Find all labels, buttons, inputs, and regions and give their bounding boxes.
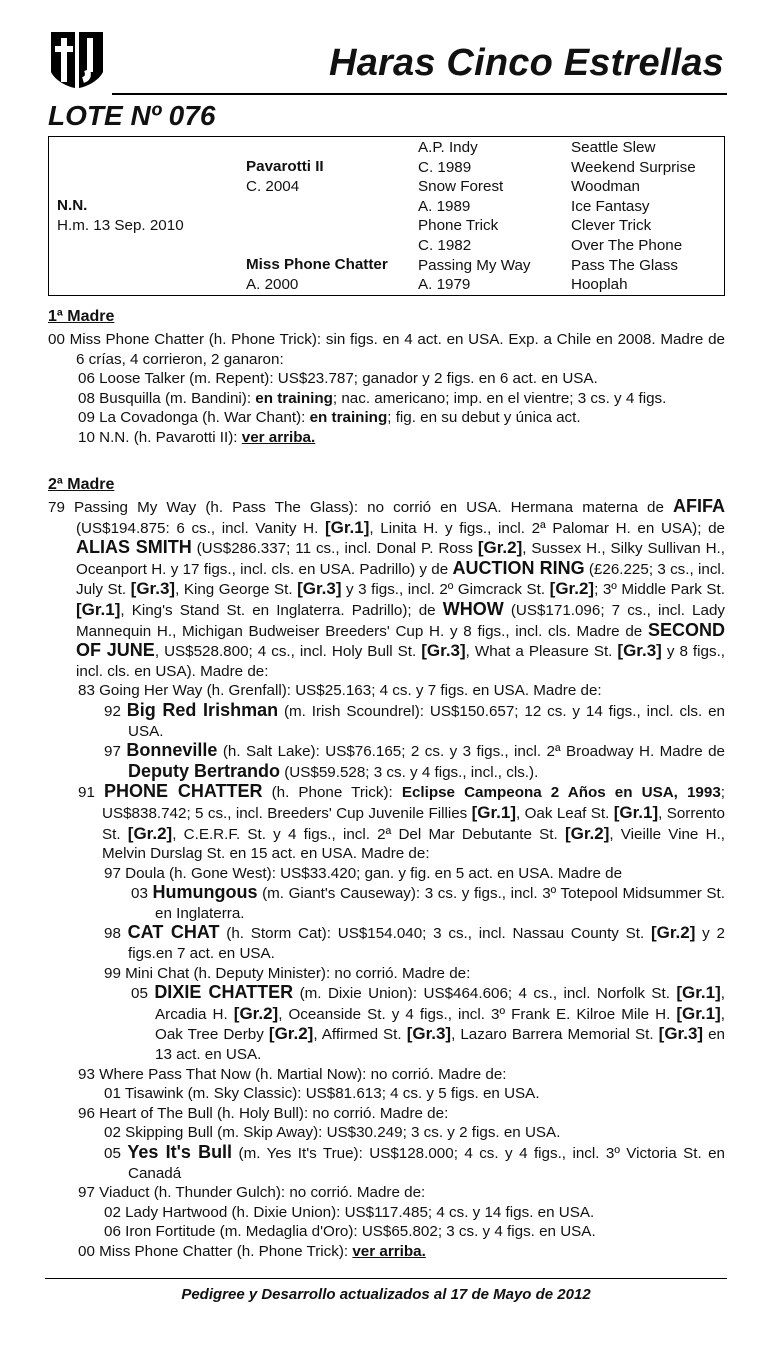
- brand-title: Haras Cinco Estrellas: [329, 42, 724, 84]
- entry-text: 83 Going Her Way (h. Grenfall): US$25.163; 4 cs. y 7 figs. en USA. Madre de:: [78, 682, 602, 700]
- entry-text: , Vieille Vine H., Melvin Durslag St. en 15 act. en USA. Madre de:: [102, 825, 726, 863]
- entry-text: , Oak Leaf St.: [516, 804, 614, 822]
- section-second-dam: 2ª Madre: [48, 476, 115, 493]
- grade-label: [Gr.1]: [676, 1003, 721, 1023]
- grade-label: [Gr.2]: [233, 1003, 279, 1023]
- entry-first-dam-06: [48, 369, 725, 389]
- entry-first-dam-08: [48, 389, 725, 409]
- entry-second-dam-06: [48, 1222, 725, 1242]
- first-dam-body: [48, 330, 725, 448]
- entry-text: (h. Salt Lake): US$76.165; 2 cs. y 3 figs., incl. 2ª Broadway H. Madre de: [217, 743, 725, 761]
- pedigree-parents: [246, 157, 388, 294]
- entry-text: en training: [309, 409, 388, 427]
- grade-label: [Gr.2]: [651, 923, 696, 943]
- entry-second-dam-97a: [48, 741, 725, 782]
- second-dam-body: [48, 497, 725, 1262]
- entry-second-dam-92: [48, 701, 725, 741]
- entry-text: (h. Phone Trick):: [262, 784, 402, 802]
- entry-text: 97 Viaduct (h. Thunder Gulch): no corrió. Madre de:: [78, 1184, 426, 1202]
- entry-text: , Sorrento St.: [102, 804, 725, 843]
- entry-text: (m. Dixie Union): US$464.606; 4 cs., incl. Norfolk St.: [293, 985, 677, 1003]
- entry-text: y 8 figs., incl. cls. en USA). Madre de:: [76, 643, 726, 680]
- entry-second-dam-00: [48, 1242, 725, 1262]
- entry-second-dam-99: [48, 964, 725, 984]
- entry-text: , Arcadia H.: [155, 985, 726, 1023]
- grade-label: [Gr.2]: [477, 538, 523, 558]
- entry-text: (m. Irish Scoundrel): US$150.657; 12 cs. y 14 figs., incl. cls. en USA.: [128, 702, 725, 740]
- entry-second-dam-97b: [48, 864, 725, 884]
- grade-label: [Gr.2]: [268, 1024, 314, 1044]
- entry-text: 05: [131, 985, 155, 1003]
- grade-label: [Gr.2]: [127, 823, 173, 843]
- entry-second-dam-79: [48, 497, 725, 681]
- entry-text: 10 N.N. (h. Pavarotti II):: [78, 428, 242, 446]
- entry-text: (US$171.096; 7 cs., incl. Lady Mannequin H., Michigan Budweiser Breeders' Cup H. y 8 figs., incl. cls. Madre de: [76, 601, 725, 640]
- entry-text: , Oak Tree Derby: [155, 1005, 725, 1044]
- entry-text: (m. Giant's Causeway): 3 cs. y figs., incl. 3º Totepool Midsummer St. en Inglaterra.: [155, 885, 725, 922]
- stud-farm-logo-icon: [47, 28, 107, 94]
- subject-details: H.m. 13 Sep. 2010: [57, 216, 184, 234]
- entry-text: (US$286.337; 11 cs., incl. Donal P. Ross: [191, 540, 478, 558]
- entry-text: 06 Iron Fortitude (m. Medaglia d'Oro): US$65.802; 3 cs. y 4 figs. en USA.: [104, 1223, 596, 1241]
- horse-name: Humungous: [152, 882, 258, 903]
- sire-details: C. 2004: [246, 177, 300, 195]
- entry-text: , Oceanside St. y 4 figs., incl. 3º Frank E. Kilroe Mile H.: [278, 1005, 677, 1023]
- entry-first-dam-10: [48, 428, 725, 448]
- entry-text: , Lazaro Barrera Memorial St.: [451, 1026, 659, 1044]
- horse-name: Yes It's Bull: [127, 1142, 233, 1162]
- entry-second-dam-01: [48, 1084, 725, 1104]
- entry-text: 98: [104, 925, 128, 943]
- dam-details: A. 2000: [246, 275, 299, 293]
- grade-label: [Gr.1]: [613, 802, 659, 822]
- entry-text: ; nac. americano; imp. en el vientre; 3 cs. y 4 figs.: [332, 389, 667, 407]
- pedigree-great-grandparents: Seattle Slew Weekend Surprise Woodman Ice Fantasy Clever Trick Over The Phone Pass The Glass Hooplah: [571, 139, 696, 294]
- entry-first-dam-00: [48, 330, 725, 369]
- see-above-link[interactable]: ver arriba.: [352, 1242, 426, 1260]
- header-rule: [112, 93, 727, 95]
- dam-name: Miss Phone Chatter: [246, 255, 388, 273]
- grade-label: [Gr.2]: [564, 823, 610, 843]
- entry-text: 79 Passing My Way (h. Pass The Glass): no corrió en USA. Hermana materna de: [48, 499, 673, 516]
- entry-text: (£26.225; 3 cs., incl. July St.: [76, 560, 726, 599]
- entry-text: 91: [78, 784, 104, 802]
- section-first-dam: 1ª Madre: [48, 308, 115, 325]
- footer-note: Pedigree y Desarrollo actualizados al 17 de Mayo de 2012: [181, 1286, 591, 1303]
- grade-label: [Gr.1]: [471, 802, 517, 822]
- entry-second-dam-05a: [48, 983, 725, 1064]
- entry-text: en 13 act. en USA.: [155, 1026, 726, 1064]
- footer-rule: [45, 1278, 727, 1279]
- horse-name: Deputy Bertrando: [128, 760, 281, 781]
- entry-text: 05: [104, 1145, 128, 1162]
- entry-text: (US$59.528; 3 cs. y 4 figs., incl., cls.).: [280, 763, 539, 781]
- grade-label: [Gr.3]: [406, 1024, 452, 1044]
- entry-text: , Affirmed St.: [313, 1026, 407, 1044]
- entry-text: ; fig. en su debut y única act.: [387, 409, 581, 427]
- entry-text: 09 La Covadonga (h. War Chant):: [78, 409, 310, 427]
- lot-number: LOTE Nº 076: [48, 100, 216, 131]
- horse-name: Bonneville: [126, 740, 218, 761]
- horse-name: WHOW: [442, 598, 504, 619]
- entry-text: 96 Heart of The Bull (h. Holy Bull): no corrió. Madre de:: [78, 1104, 449, 1122]
- grade-label: [Gr.1]: [76, 599, 121, 619]
- entry-second-dam-98: [48, 923, 725, 963]
- entry-text: , C.E.R.F. St. y 4 figs., incl. 2ª Del Mar Debutante St.: [172, 825, 565, 843]
- entry-second-dam-93: [48, 1065, 725, 1085]
- entry-text: (h. Storm Cat): US$154.040; 3 cs., incl. Nassau County St.: [219, 925, 651, 943]
- entry-text: ; US$838.742; 5 cs., incl. Breeders' Cup Juvenile Fillies: [102, 784, 725, 822]
- entry-text: , US$528.800; 4 cs., incl. Holy Bull St.: [154, 643, 422, 661]
- entry-text: 02 Lady Hartwood (h. Dixie Union): US$117.485; 4 cs. y 14 figs. en USA.: [104, 1203, 595, 1221]
- grade-label: [Gr.3]: [297, 579, 342, 599]
- entry-text: 92: [104, 702, 127, 720]
- entry-text: (m. Yes It's True): US$128.000; 4 cs. y 4 figs., incl. 3º Victoria St. en Canadá: [128, 1145, 725, 1182]
- entry-text: , King's Stand St. en Inglaterra. Padrillo); de: [120, 601, 443, 619]
- entry-text: , What a Pleasure St.: [465, 643, 618, 661]
- entry-second-dam-96: [48, 1104, 725, 1124]
- pedigree-table: [48, 136, 725, 296]
- horse-name: Big Red Irishman: [126, 699, 279, 720]
- horse-name: SECOND OF JUNE: [76, 619, 725, 661]
- entry-text: 00 Miss Phone Chatter (h. Phone Trick):: [78, 1242, 353, 1260]
- entry-text: 01 Tisawink (m. Sky Classic): US$81.613; 4 cs. y 5 figs. en USA.: [104, 1085, 540, 1103]
- entry-text: 99 Mini Chat (h. Deputy Minister): no corrió. Madre de:: [104, 964, 471, 982]
- horse-name: ALIAS SMITH: [76, 537, 192, 558]
- entry-text: 97: [104, 743, 127, 761]
- horse-name: CAT CHAT: [127, 922, 220, 943]
- horse-name: PHONE CHATTER: [103, 781, 263, 802]
- pedigree-grandparents: A.P. Indy C. 1989 Snow Forest A. 1989 Phone Trick C. 1982 Passing My Way A. 1979: [418, 139, 531, 294]
- entry-text: ; 3º Middle Park St.: [594, 581, 725, 599]
- sire-name: Pavarotti II: [246, 158, 324, 175]
- entry-second-dam-03: [48, 883, 725, 923]
- entry-second-dam-05b: [48, 1143, 725, 1183]
- entry-second-dam-97c: [48, 1183, 725, 1203]
- entry-text: , Linita H. y figs., incl. 2ª Palomar H. en USA); de: [369, 519, 726, 537]
- grade-label: [Gr.3]: [617, 641, 662, 661]
- grade-label: [Gr.3]: [658, 1024, 704, 1044]
- entry-second-dam-91: [48, 782, 725, 863]
- horse-name: DIXIE CHATTER: [154, 982, 294, 1003]
- entry-text: 97 Doula (h. Gone West): US$33.420; gan. y fig. en 5 act. en USA. Madre de: [104, 864, 623, 882]
- entry-text: , Sussex H., Silky Sullivan H., Oceanport H. y 17 figs., incl. cls. en USA. Padrillo) y de: [76, 540, 725, 578]
- entry-text: , King George St.: [175, 581, 298, 599]
- entry-text: 93 Where Pass That Now (h. Martial Now): no corrió. Madre de:: [78, 1065, 507, 1083]
- pedigree-subject: [57, 196, 184, 235]
- entry-text: 06 Loose Talker (m. Repent): US$23.787; ganador y 2 figs. en 6 act. en USA.: [78, 370, 598, 388]
- entry-text: y 3 figs., incl. 2º Gimcrack St.: [341, 581, 550, 599]
- entry-text: 00 Miss Phone Chatter (h. Phone Trick): sin figs. en 4 act. en USA. Exp. a Chile en 2008. Madre de 6 crías, 4 corrieron, 2 ganaron:: [48, 331, 725, 368]
- grade-label: [Gr.3]: [421, 641, 466, 661]
- entry-second-dam-83: [48, 681, 725, 701]
- grade-label: [Gr.1]: [324, 517, 370, 537]
- grade-label: [Gr.1]: [676, 983, 721, 1003]
- entry-second-dam-02a: [48, 1123, 725, 1143]
- entry-second-dam-02b: [48, 1203, 725, 1223]
- entry-text: 03: [131, 885, 153, 903]
- entry-first-dam-09: [48, 408, 725, 428]
- horse-name: AUCTION RING: [452, 557, 585, 578]
- subject-name: N.N.: [57, 197, 88, 214]
- grade-label: [Gr.3]: [130, 579, 176, 599]
- entry-text: Eclipse Campeona 2 Años en USA, 1993: [401, 784, 721, 802]
- entry-text: (US$194.875: 6 cs., incl. Vanity H.: [76, 519, 325, 537]
- entry-text: 08 Busquilla (m. Bandini):: [78, 389, 256, 407]
- entry-text: en training: [255, 389, 333, 407]
- grade-label: [Gr.2]: [549, 579, 595, 599]
- horse-name: AFIFA: [673, 496, 725, 516]
- see-above-link[interactable]: ver arriba.: [241, 428, 316, 446]
- entry-text: y 2 figs.en 7 act. en USA.: [128, 925, 725, 963]
- entry-text: 02 Skipping Bull (m. Skip Away): US$30.249; 3 cs. y 2 figs. en USA.: [104, 1124, 561, 1142]
